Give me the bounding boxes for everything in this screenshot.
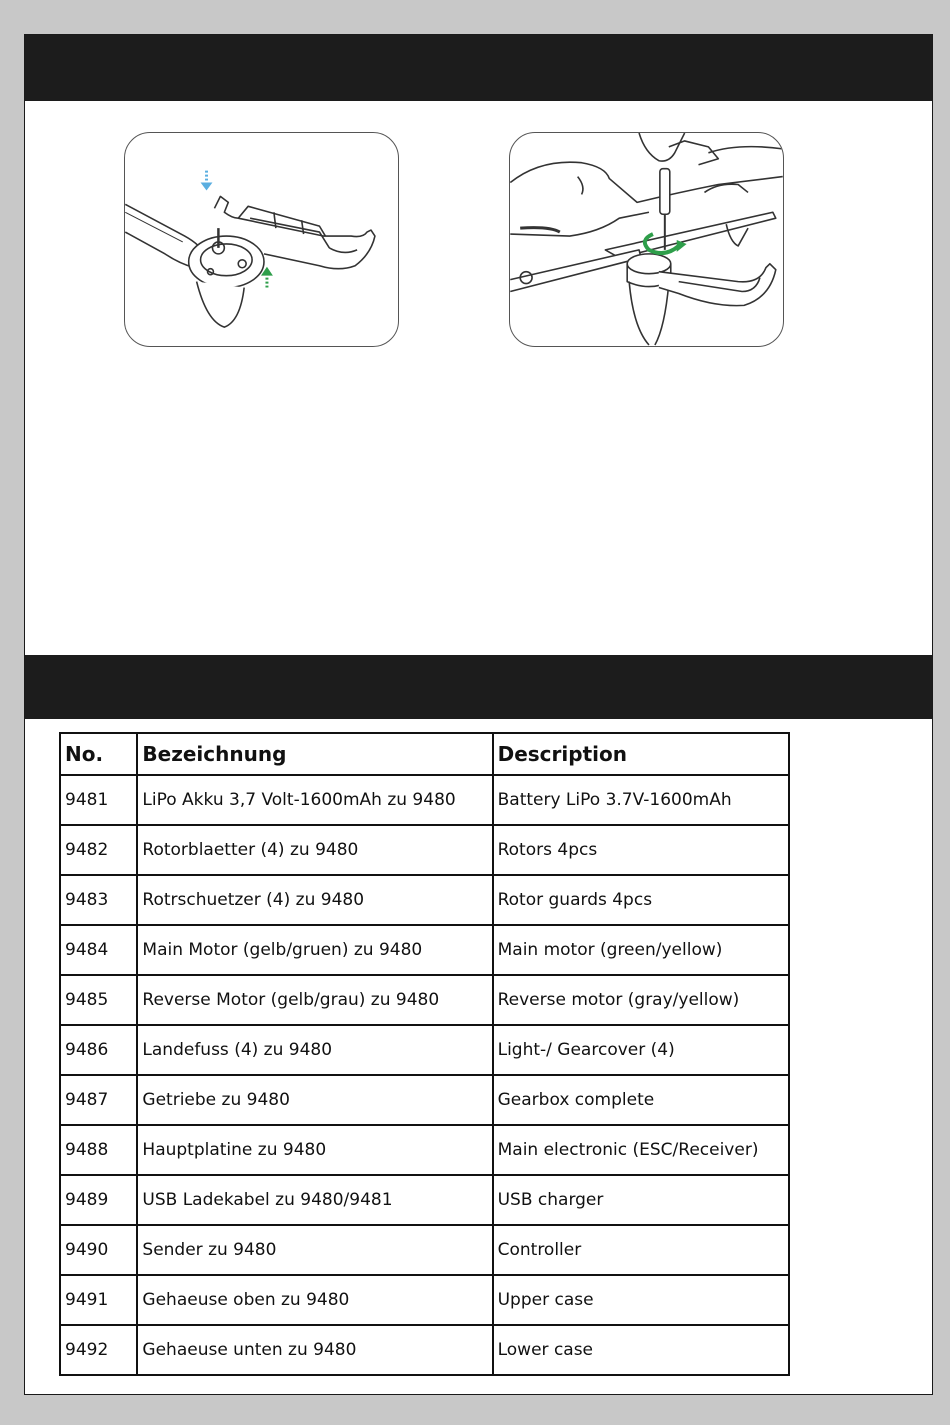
cell-description: Gearbox complete [493, 1075, 789, 1125]
cell-no: 9482 [60, 825, 137, 875]
header-description: Description [493, 733, 789, 775]
cell-bezeichnung: LiPo Akku 3,7 Volt-1600mAh zu 9480 [137, 775, 492, 825]
table-row [60, 1225, 789, 1275]
section-header-band-parts [25, 655, 932, 719]
cell-bezeichnung: Gehaeuse oben zu 9480 [137, 1275, 492, 1325]
table-row [60, 1075, 789, 1125]
cell-no: 9488 [60, 1125, 137, 1175]
cell-description: Upper case [493, 1275, 789, 1325]
cell-description: Light-/ Gearcover (4) [493, 1025, 789, 1075]
cell-no: 9489 [60, 1175, 137, 1225]
cell-no: 9491 [60, 1275, 137, 1325]
cell-description: Reverse motor (gray/yellow) [493, 975, 789, 1025]
cell-description: Battery LiPo 3.7V-1600mAh [493, 775, 789, 825]
table-row [60, 1125, 789, 1175]
header-no: No. [60, 733, 137, 775]
cell-bezeichnung: Getriebe zu 9480 [137, 1075, 492, 1125]
cell-bezeichnung: Gehaeuse unten zu 9480 [137, 1325, 492, 1375]
cell-bezeichnung: Reverse Motor (gelb/grau) zu 9480 [137, 975, 492, 1025]
arrow-down-icon [201, 171, 213, 191]
cell-bezeichnung: USB Ladekabel zu 9480/9481 [137, 1175, 492, 1225]
section-header-band-top [25, 35, 932, 101]
header-bezeichnung: Bezeichnung [137, 733, 492, 775]
cell-description: Lower case [493, 1325, 789, 1375]
cell-no: 9485 [60, 975, 137, 1025]
table-row [60, 925, 789, 975]
cell-no: 9490 [60, 1225, 137, 1275]
table-row [60, 1025, 789, 1075]
cell-description: Rotor guards 4pcs [493, 875, 789, 925]
cell-description: Rotors 4pcs [493, 825, 789, 875]
cell-bezeichnung: Hauptplatine zu 9480 [137, 1125, 492, 1175]
cell-description: Main electronic (ESC/Receiver) [493, 1125, 789, 1175]
cell-no: 9484 [60, 925, 137, 975]
table-header-row [60, 733, 789, 775]
table-row [60, 975, 789, 1025]
table-row [60, 825, 789, 875]
cell-bezeichnung: Landefuss (4) zu 9480 [137, 1025, 492, 1075]
landing-gear-attach-illustration [124, 132, 399, 347]
cell-bezeichnung: Sender zu 9480 [137, 1225, 492, 1275]
cell-bezeichnung: Rotorblaetter (4) zu 9480 [137, 825, 492, 875]
table-row [60, 1275, 789, 1325]
cell-bezeichnung: Rotrschuetzer (4) zu 9480 [137, 875, 492, 925]
cell-no: 9486 [60, 1025, 137, 1075]
spare-parts-table [59, 732, 790, 1376]
cell-no: 9481 [60, 775, 137, 825]
cell-description: USB charger [493, 1175, 789, 1225]
cell-description: Controller [493, 1225, 789, 1275]
cell-no: 9483 [60, 875, 137, 925]
cell-no: 9492 [60, 1325, 137, 1375]
table-row [60, 875, 789, 925]
cell-description: Main motor (green/yellow) [493, 925, 789, 975]
table-row [60, 1325, 789, 1375]
cell-no: 9487 [60, 1075, 137, 1125]
screwdriver-fasten-illustration [509, 132, 784, 347]
cell-bezeichnung: Main Motor (gelb/gruen) zu 9480 [137, 925, 492, 975]
table-row [60, 775, 789, 825]
manual-page [24, 34, 933, 1395]
table-row [60, 1175, 789, 1225]
